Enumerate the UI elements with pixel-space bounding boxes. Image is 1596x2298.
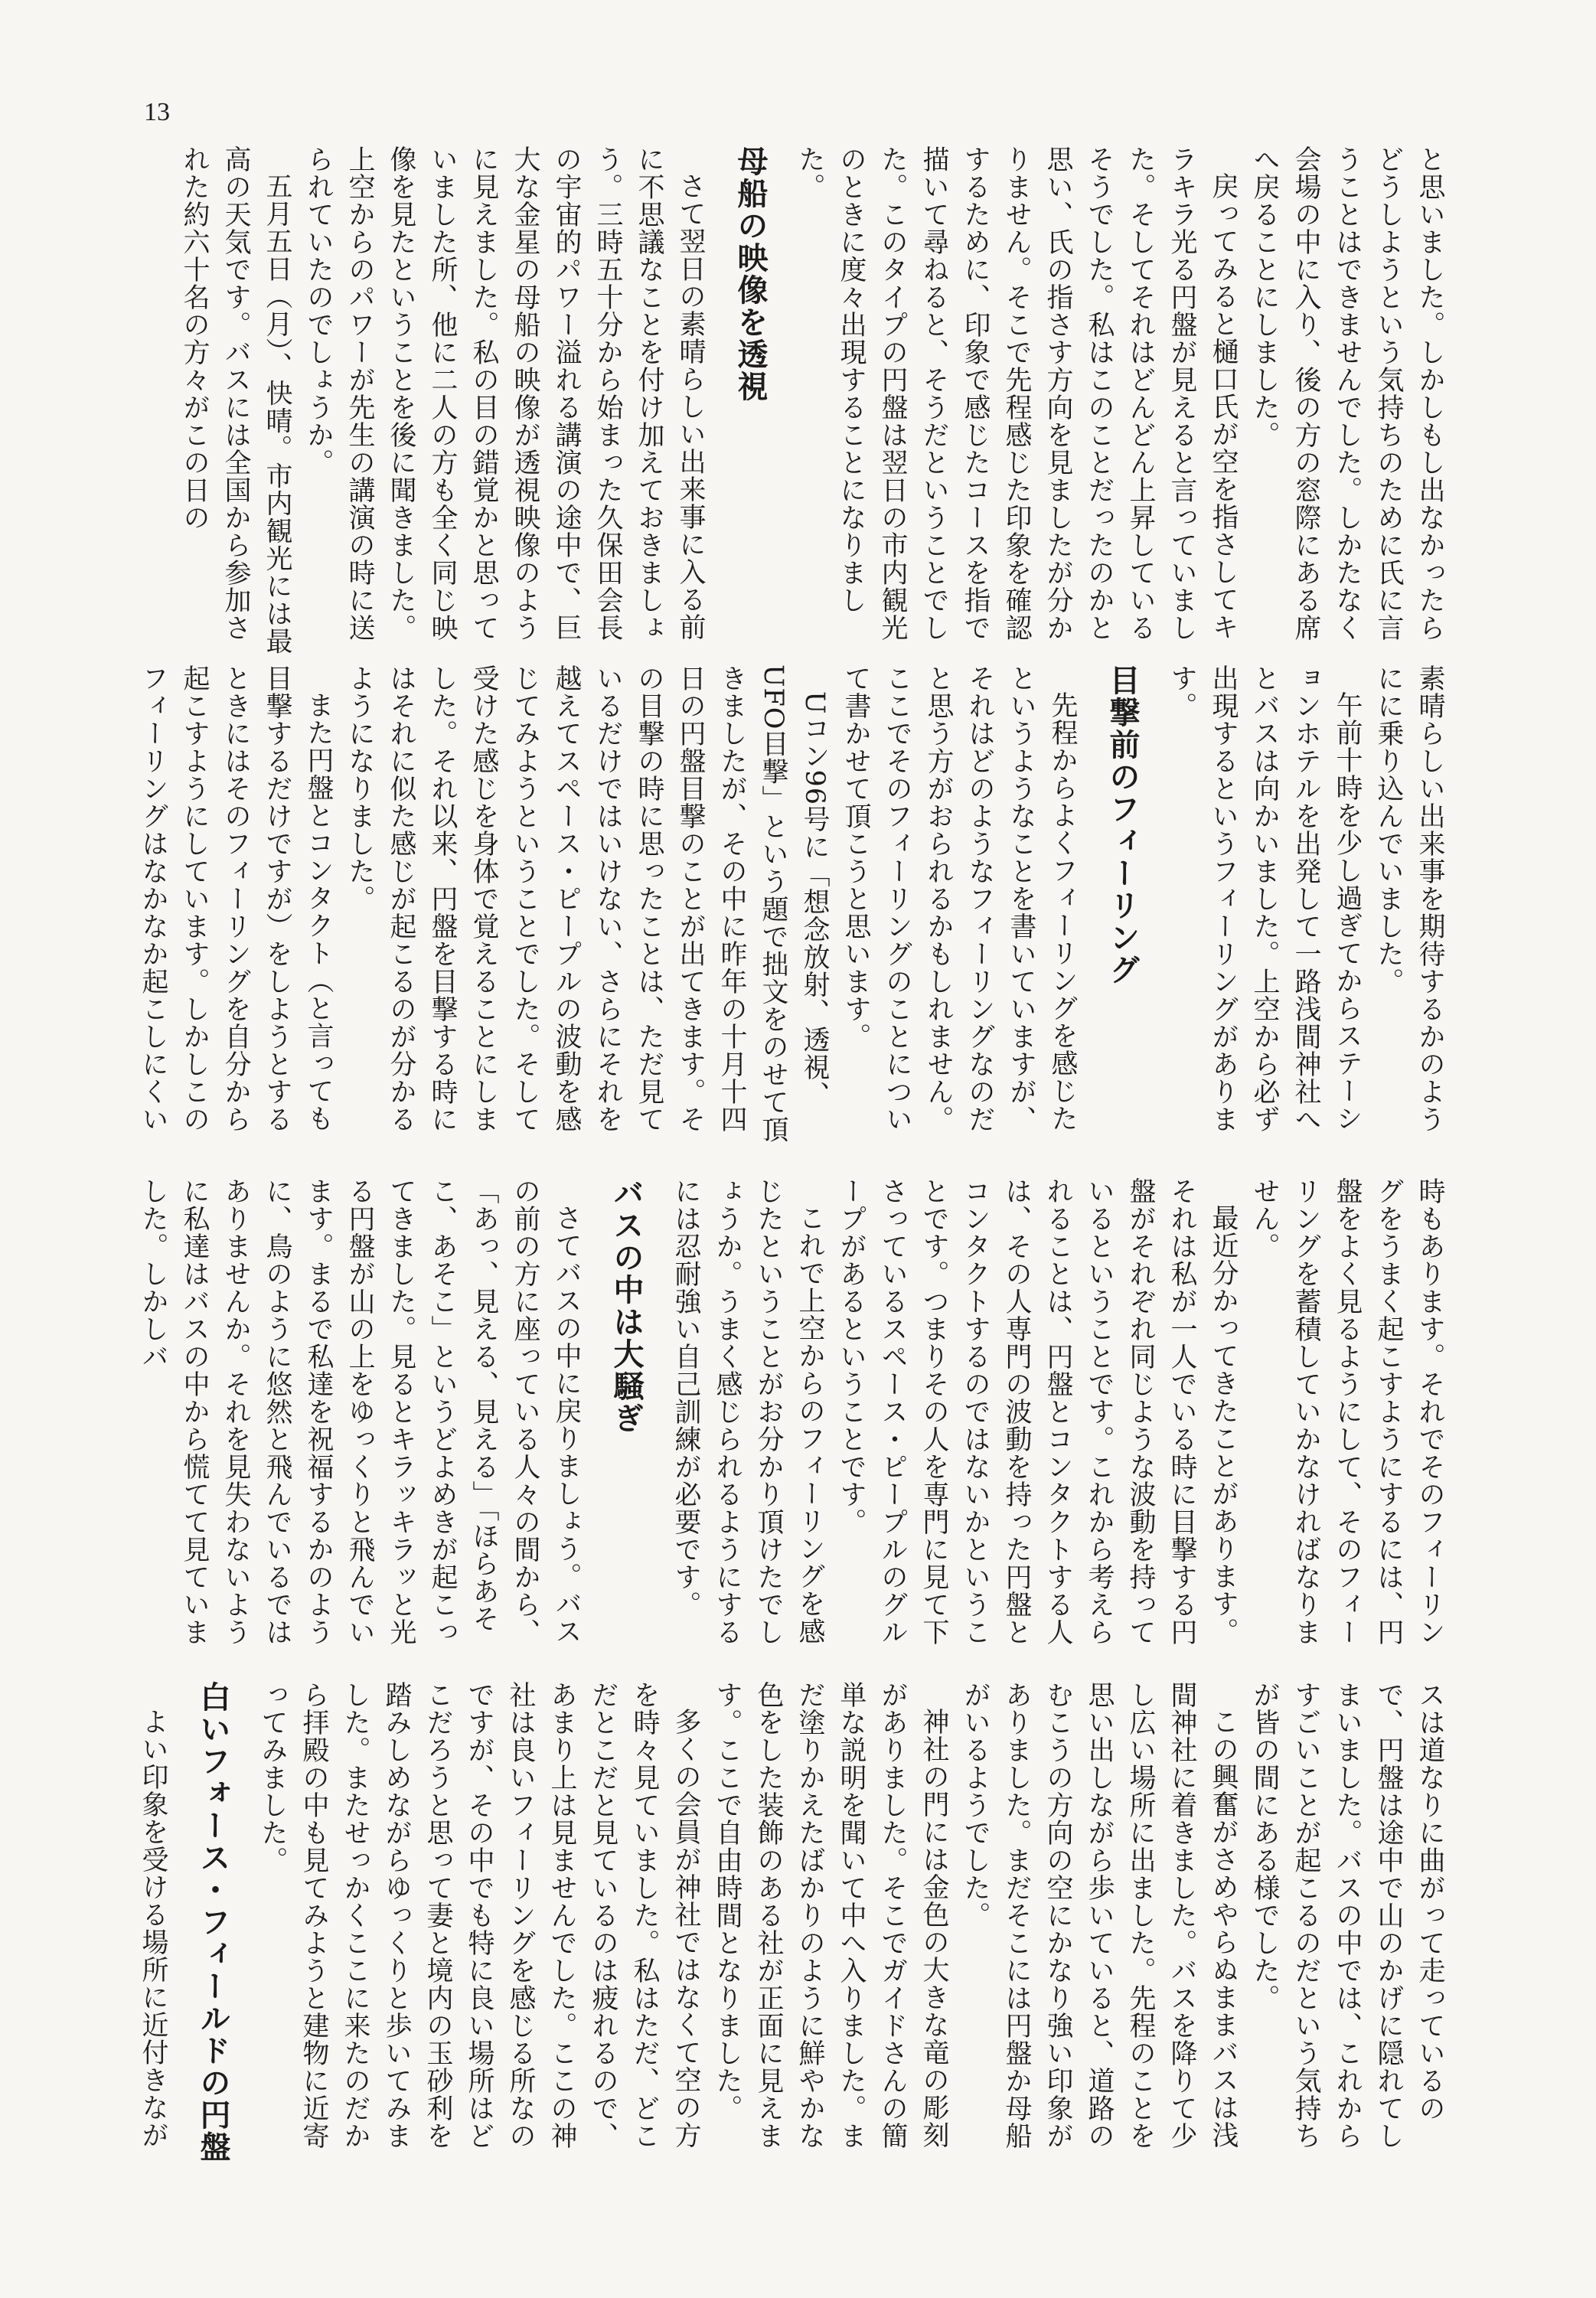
paragraph: この興奮がさめやらぬままバスは浅間神社に着きました。バスを降りて少し広い場所に出ました。先程のことを思い出しながら歩いていると、道路のむこうの方向の空にかなり強い印象がありました。まだそこには円盤か母船がいるようでした。: [960, 1681, 1239, 2149]
paragraph: さてバスの中に戻りましょう。バスの前の方に座っている人々の間から、「あっ、見える、見える」「ほらあそこ、あそこ」というどよめきが起こってきました。見るとキラッキラッと光る円盤が山の上をゆっくりと飛んでいます。まるで私達を祝福するかのように、鳥のように悠然と飛んでいるではありませんか。それを見失わないように私達はバスの中から慌てて見ていました。しかしバ: [138, 1177, 582, 1646]
text-band-2: [138, 664, 1451, 1154]
paragraph: Uコン96号に「想念放射、透視、UFO目撃」という題で拙文をのせて頂きましたが、その中に昨年の十月十四日の円盤目撃のことが出てきます。その目撃の時に思ったことは、ただ見ているだけではいけない、さらにそれを越えてスペース・ピープルの波動を感じてみようということでした。そして受けた感じを身体で覚えることにしました。それ以来、円盤を目撃する時にはそれに似た感じが起こるのが分かるようになりました。: [344, 664, 830, 1144]
text-band-3: [138, 1177, 1451, 1667]
section-heading: バスの中は大騒ぎ: [609, 1177, 644, 1435]
paragraph: スは道なりに曲がって走っているので、円盤は途中で山のかげに隠れてしまいました。バスの中では、これからすごいことが起こるのだという気持ちが皆の間にある様でした。: [1249, 1681, 1445, 2149]
section-heading: 目撃前のフィーリング: [1105, 664, 1140, 986]
paragraph: と思いました。しかしもし出なかったらどうしようという気持ちのために氏に言うことはできませんでした。しかたなく会場の中に入り、後の方の窓際にある席へ戻ることにしました。: [1249, 145, 1445, 641]
text-band-4: [138, 1681, 1451, 2171]
paragraph: また円盤とコンタクト（と言っても目撃するだけですが）をしようとするときにはそのフィーリングを自分から起こすようにしています。しかしこのフィーリングはなかなか起こしにくい: [138, 664, 334, 1133]
paragraph: 神社の門には金色の大きな竜の彫刻がありました。そこでガイドさんの簡単な説明を聞いて中へ入りました。まだ塗りかえたばかりのように鮮やかな色をした装飾のある社が正面に見えます。ここで自由時間となりました。: [712, 1681, 949, 2149]
section-heading: 白いフォース・フィールドの円盤: [195, 1681, 230, 2163]
paragraph: 五月五日（月）、快晴。市内観光には最高の天気です。バスには全国から参加された約六十名の方々がこの日の: [179, 145, 292, 655]
paragraph: 先程からよくフィーリングを感じたというようなことを書いていますが、それはどのようなフィーリングなのだと思う方がおられるかもしれません。ここでそのフィーリングのことについて書かせて頂こうと思います。: [840, 664, 1078, 1133]
paragraph: 午前十時を少し過ぎてからステーションホテルを出発して一路浅間神社へとバスは向かいました。上空から必ず出現するというフィーリングがあります。: [1167, 664, 1363, 1133]
page-number: 13: [144, 98, 170, 126]
paragraph: 素晴らしい出来事を期待するかのようにに乗り込んでいました。: [1373, 664, 1445, 1133]
paragraph: 時もあります。それでそのフィーリングをうまく起こすようにするには、円盤をよく見るようにして、そのフィーリングを蓄積していかなければなりません。: [1249, 1177, 1445, 1646]
paragraph: 最近分かってきたことがあります。それは私が一人でいる時に目撃する円盤がそれぞれ同じような波動を持っているということです。これから考えられることは、円盤とコンタクトする人は、その人専門の波動を持った円盤とコンタクトするのではないかということです。つまりその人を専門に見て下さっているスペース・ピープルのグループがあるということです。: [836, 1177, 1239, 1646]
paragraph: よい印象を受ける場所に近付きなが: [138, 1708, 168, 2149]
paragraph: 戻ってみると樋口氏が空を指さしてキラキラ光る円盤が見えると言っていました。そしてそれはどんどん上昇しているそうでした。私はこのことだったのかと思い、氏の指さす方向を見ましたが分かりません。そこで先程感じた印象を確認するために、印象で感じたコースを指で描いて尋ねると、そうだということでした。このタイプの円盤は翌日の市内観光のときに度々出現することになりました。: [795, 145, 1239, 641]
paragraph: これで上空からのフィーリングを感じたということがお分かり頂けたでしょうか。うまく感じられるようにするには忍耐強い自己訓練が必要です。: [671, 1177, 825, 1646]
paragraph: 多くの会員が神社ではなくて空の方を時々見ていました。私はただ、どこだとこだと見ているのは疲れるので、あまり上は見ませんでした。ここの神社は良いフィーリングを感じる所なのですが、その中でも特に良い場所はどこだろうと思って妻と境内の玉砂利を踏みしめながらゆっくりと歩いてみました。またせっかくここに来たのだから拝殿の中も見てみようと建物に近寄ってみました。: [257, 1681, 701, 2149]
paragraph: さて翌日の素晴らしい出来事に入る前に不思議なことを付け加えておきましょう。三時五十分から始まった久保田会長の宇宙的パワー溢れる講演の途中で、巨大な金星の母船の映像が透視映像のように見えました。私の目の錯覚かと思っていました所、他に二人の方も全く同じ映像を見たということを後に聞きました。上空からのパワーが先生の講演の時に送られていたのでしょうか。: [303, 145, 706, 641]
section-heading: 母船の映像を透視: [733, 145, 768, 403]
text-band-1: [144, 145, 1451, 658]
